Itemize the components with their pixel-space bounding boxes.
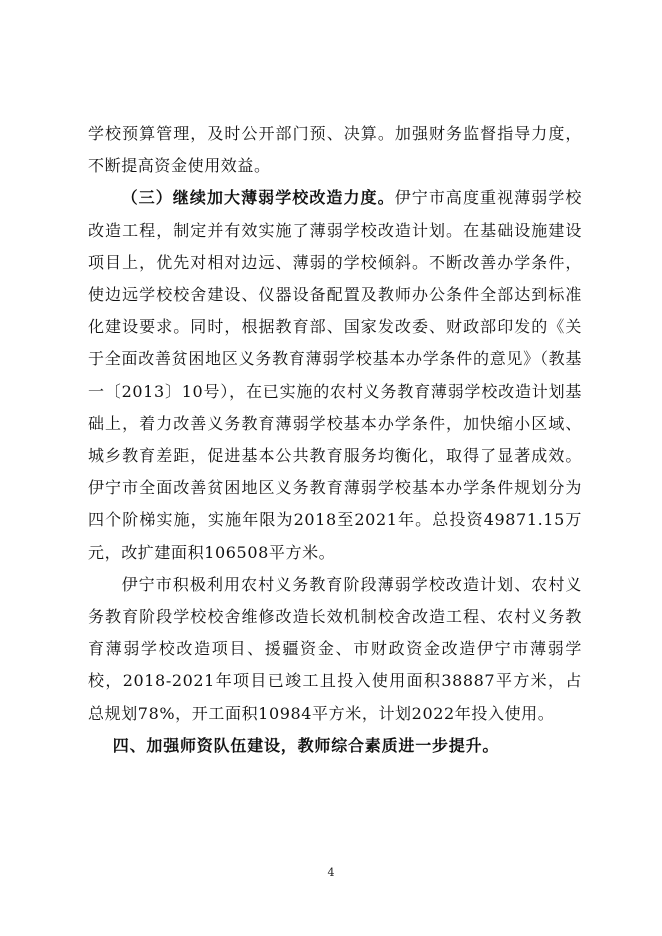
paragraph-weak-school-renovation bbox=[88, 182, 582, 568]
paragraph-funding-usage: 伊宁市积极利用农村义务教育阶段薄弱学校改造计划、农村义务教育阶段学校校舍维修改造长效机制校舍改造工程、农村义务教育薄弱学校改造项目、援疆资金、市财政资金改造伊宁市薄弱学校，2018-2021年项目已竣工且投入使用面积38887平方米，占总规划78%，开工面积10984平方米，计划2022年投入使用。 bbox=[88, 574, 582, 723]
section-heading: 四、加强师资队伍建设，教师综合素质进一步提升。 bbox=[112, 735, 500, 755]
subsection-heading: （三）继续加大薄弱学校改造力度。 bbox=[121, 188, 395, 208]
document-body bbox=[88, 118, 582, 762]
paragraph-weak-school-renovation-text: 伊宁市高度重视薄弱学校改造工程，制定并有效实施了薄弱学校改造计划。在基础设施建设项目上，优先对相对边远、薄弱的学校倾斜。不断改善办学条件，使边远学校校舍建设、仪器设备配置及教师办公条件全部达到标准化建设要求。同时，根据教育部、国家发改委、财政部印发的《关于全面改善贫困地区义务教育薄弱学校基本办学条件的意见》（教基一〔2013〕10号），在已实施的农村义务教育薄弱学校改造计划基础上，着力改善义务教育薄弱学校基本办学条件，加快缩小区域、城乡教育差距，促进基本公共教育服务均衡化，取得了显著成效。伊宁市全面改善贫困地区义务教育薄弱学校基本办学条件规划分为四个阶梯实施，实施年限为2018至2021年。总投资49871.15万元，改扩建面积106508平方米。 bbox=[88, 188, 582, 562]
paragraph-budget-management: 学校预算管理，及时公开部门预、决算。加强财务监督指导力度，不断提高资金使用效益。 bbox=[88, 124, 582, 176]
page-number: 4 bbox=[327, 866, 335, 879]
